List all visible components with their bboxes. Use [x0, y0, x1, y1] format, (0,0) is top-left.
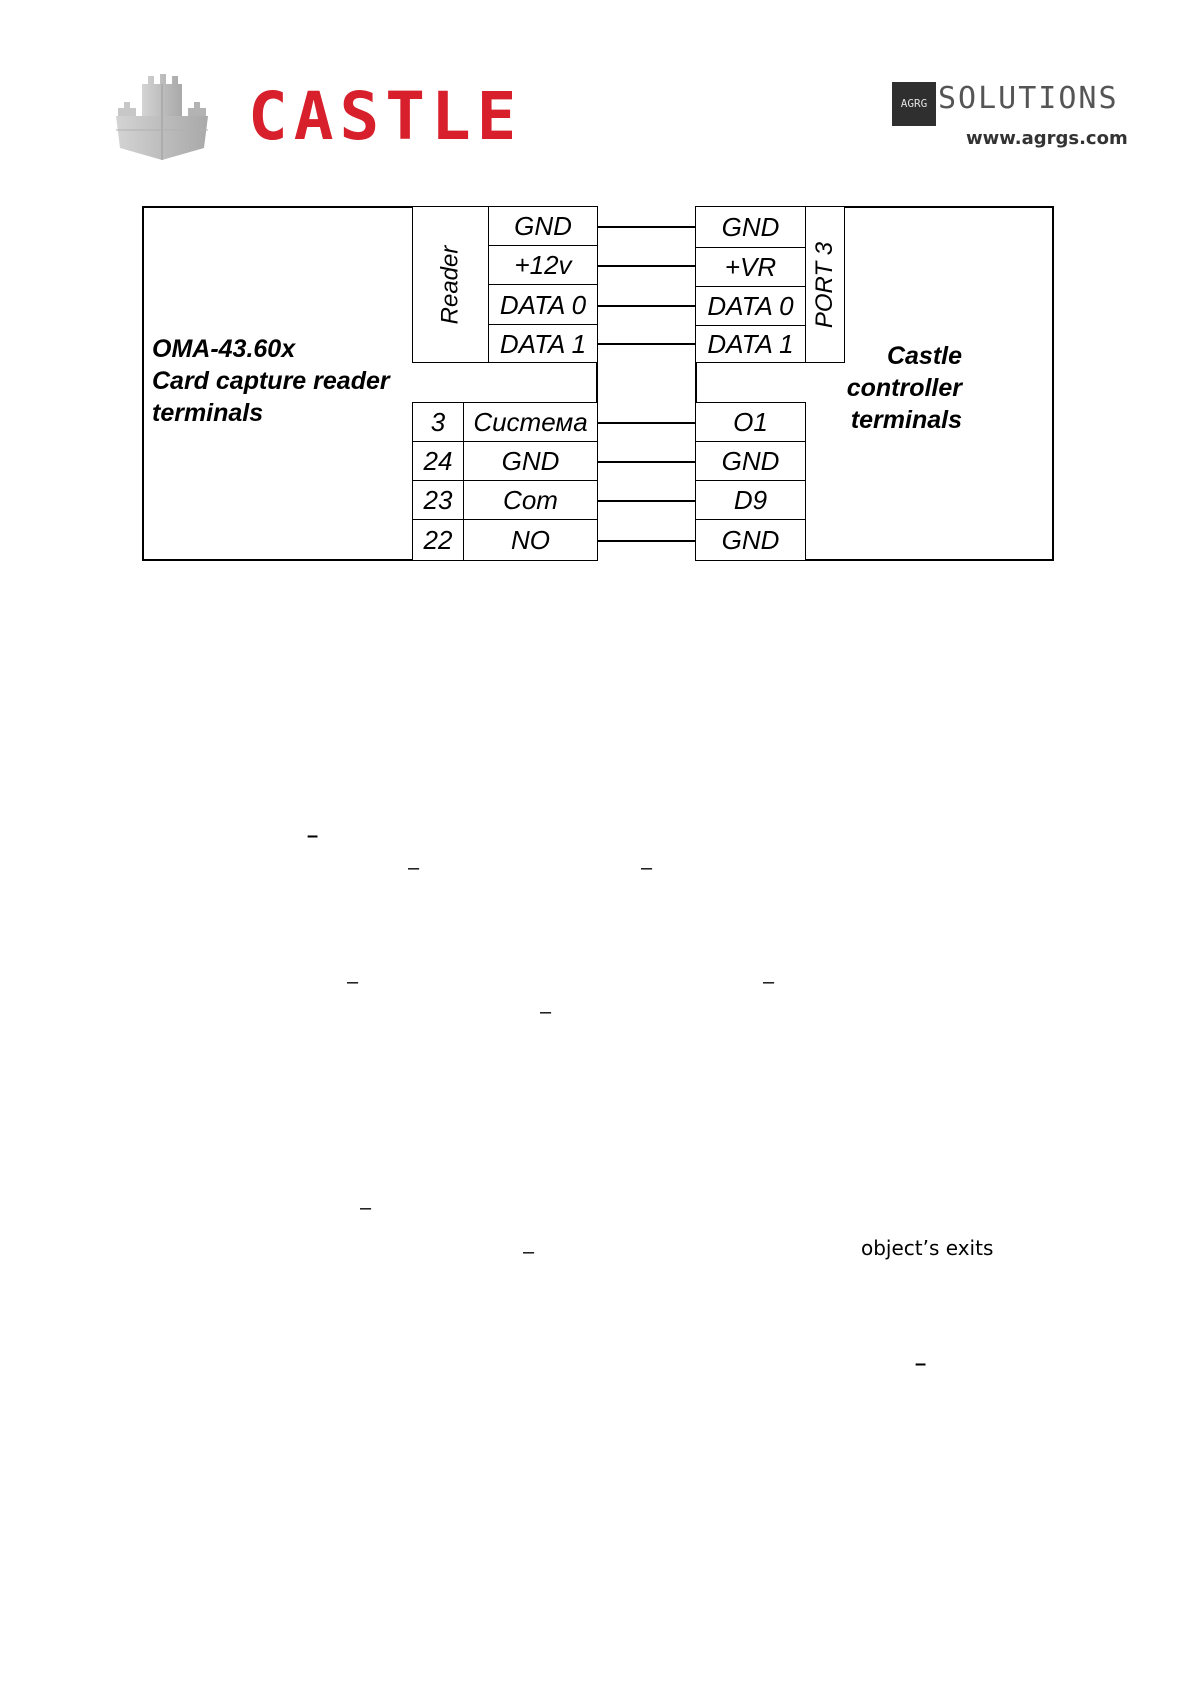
port-group-label: PORT 3 [811, 241, 838, 328]
reader-terminals-word: terminals [152, 399, 264, 427]
port-pin-data1: DATA 1 [695, 325, 806, 363]
port-pin-gnd: GND [695, 206, 806, 248]
wire-data0 [598, 305, 695, 307]
dash-mark: – [307, 825, 319, 847]
controller-pin-o1: O1 [695, 402, 806, 442]
dash-mark: – [360, 1197, 372, 1219]
controller-terminals-word: terminals [850, 406, 962, 434]
relay-num-23: 23 [412, 480, 464, 520]
dash-mark: – [523, 1241, 535, 1263]
relay-num-3: 3 [412, 402, 464, 442]
reader-block-label [152, 333, 390, 429]
dash-mark: – [763, 971, 775, 993]
wire-com [598, 500, 695, 502]
controller-brand: Castle [886, 342, 962, 370]
reader-pin-gnd: GND [488, 206, 598, 246]
reader-model: OMA-43.60x [152, 335, 296, 363]
port-pin-data0: DATA 0 [695, 286, 806, 326]
wire-relay-gnd [598, 461, 695, 463]
controller-pin-d9: D9 [695, 480, 806, 520]
port-group-cell [805, 206, 845, 363]
dash-mark: – [540, 1001, 552, 1023]
controller-word: controller [846, 374, 962, 402]
reader-group-label: Reader [436, 245, 464, 324]
controller-pin-gnd-2: GND [695, 519, 806, 561]
reader-pin-data0: DATA 0 [488, 284, 598, 325]
objects-exits-text: object’s exits [861, 1236, 994, 1260]
solutions-logo-text: SOLUTIONS [938, 81, 1119, 116]
controller-pin-gnd: GND [695, 441, 806, 481]
wire-no [598, 540, 695, 542]
castle-tower-icon [112, 66, 212, 162]
website-url: www.agrgs.com [966, 128, 1128, 149]
reader-group-cell [412, 206, 489, 363]
reader-description: Card capture reader [152, 367, 390, 395]
relay-name-no: NO [463, 519, 598, 561]
dash-mark: – [347, 971, 359, 993]
wire-system [598, 422, 695, 424]
reader-pin-12v: +12v [488, 245, 598, 285]
controller-block-label [847, 340, 962, 436]
relay-name-gnd: GND [463, 441, 598, 481]
castle-logo [112, 66, 212, 162]
relay-name-system: Система [463, 402, 598, 442]
relay-num-24: 24 [412, 441, 464, 481]
dash-mark: – [641, 857, 653, 879]
port-pin-vr: +VR [695, 247, 806, 287]
wire-data1 [598, 343, 695, 345]
wire-gnd [598, 226, 695, 228]
castle-logo-text: CASTLE [248, 78, 523, 155]
dash-mark: – [408, 857, 420, 879]
wire-power [598, 265, 695, 267]
relay-name-com: Com [463, 480, 598, 520]
dash-mark: – [915, 1353, 927, 1375]
reader-pin-data1: DATA 1 [488, 324, 598, 363]
relay-num-22: 22 [412, 519, 464, 561]
agrg-logo-badge: AGRG [892, 82, 936, 126]
